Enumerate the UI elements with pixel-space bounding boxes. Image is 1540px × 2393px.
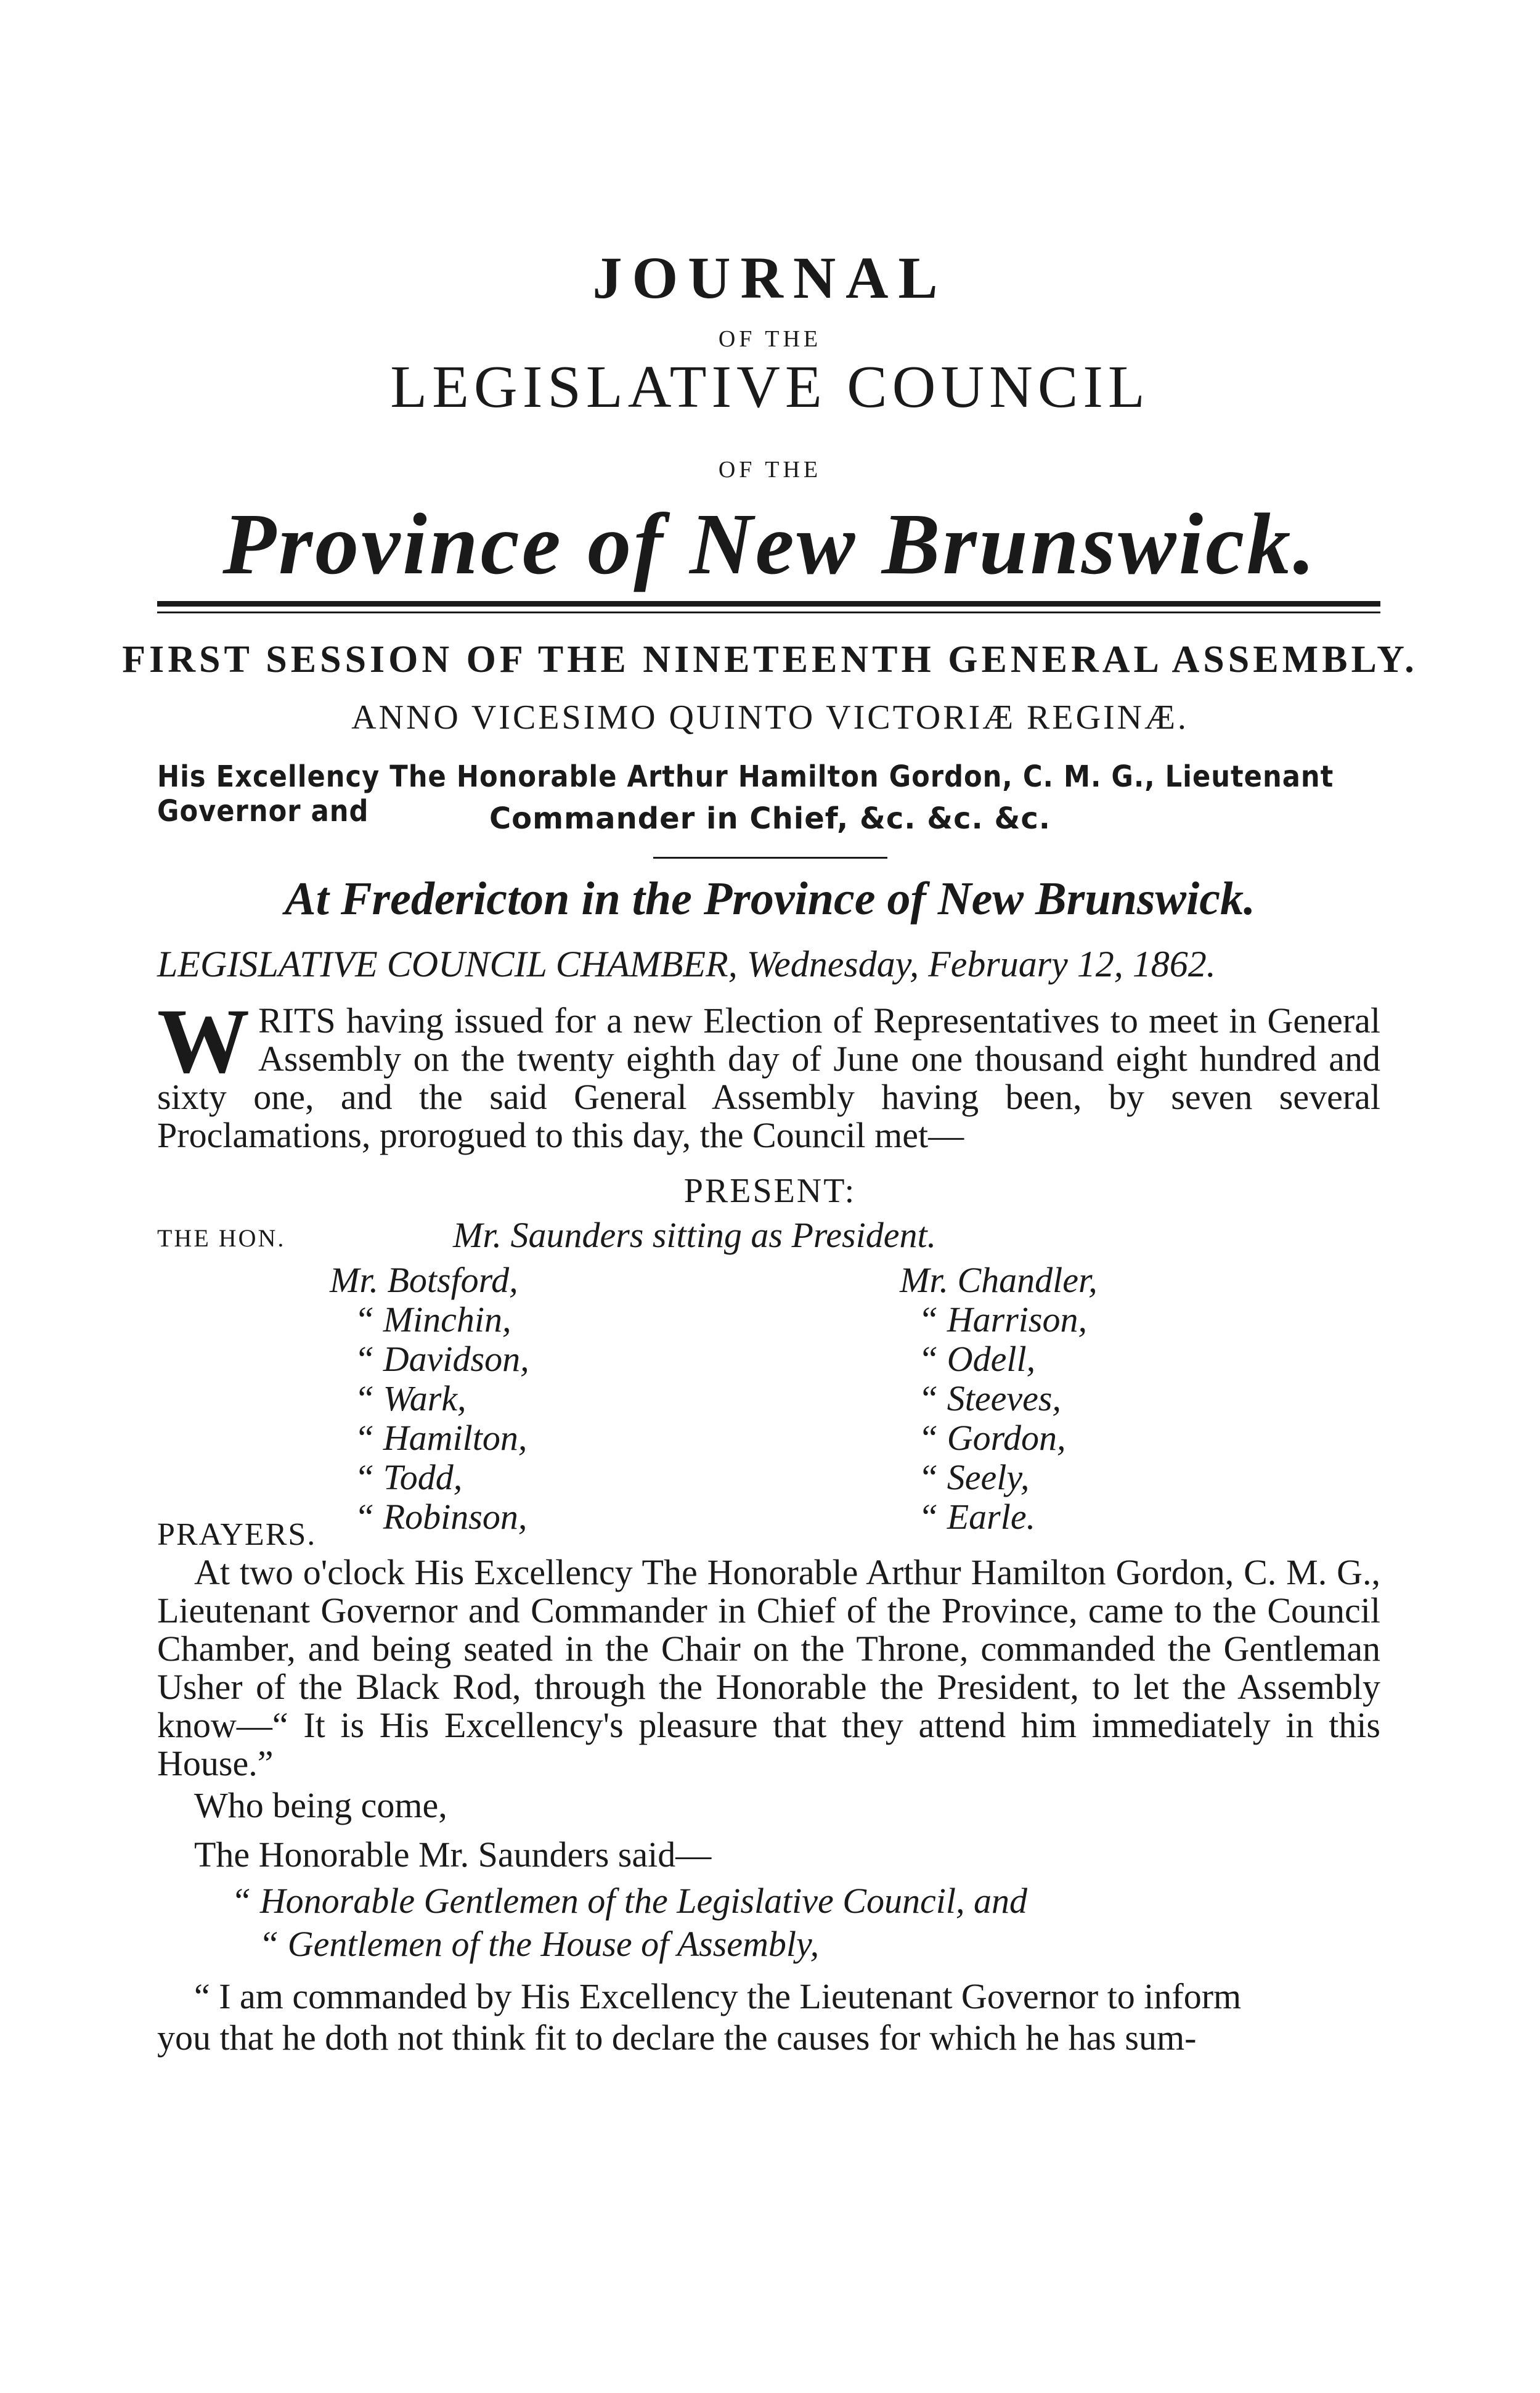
member-right: Mr. Chandler, bbox=[900, 1260, 1098, 1300]
member-right: “ Seely, bbox=[918, 1457, 1030, 1497]
the-hon-label: THE HON. bbox=[157, 1224, 286, 1252]
member-left: “ Davidson, bbox=[354, 1339, 529, 1379]
governor-line-1: His Excellency The Honorable Arthur Hamilton Gordon, C. M. G., Lieutenant Governor and bbox=[157, 759, 1334, 828]
last-line-1: “ I am commanded by His Excellency the Lieutenant Governor to inform bbox=[194, 1976, 1242, 2016]
double-rule-thick bbox=[157, 601, 1380, 607]
members-right-column bbox=[900, 1261, 1098, 1537]
session-line: FIRST SESSION OF THE NINETEENTH GENERAL ASSEMBLY. bbox=[122, 639, 1418, 681]
president-line: Mr. Saunders sitting as President. bbox=[453, 1215, 937, 1255]
prayers-label: PRAYERS. bbox=[157, 1517, 317, 1552]
of-the-label-2: OF THE bbox=[718, 457, 822, 483]
member-left: Mr. Botsford, bbox=[330, 1260, 518, 1300]
member-right: “ Steeves, bbox=[918, 1378, 1061, 1418]
member-left: “ Todd, bbox=[354, 1457, 463, 1497]
present-heading: PRESENT: bbox=[683, 1172, 857, 1210]
governor-line-2: Commander in Chief, &c. &c. &c. bbox=[489, 801, 1051, 836]
drop-cap: W bbox=[157, 990, 250, 1092]
body-paragraph-1: At two o'clock His Excellency The Honorable Arthur Hamilton Gordon, C. M. G., Lieutenant Governor and Commander in Chief of the Province, came to the Council Chamber, and being seated in the Chair on the Throne, commanded the Gentleman Usher of the Black Rod, through the Honorable the President, to let the Assembly know—“ It is His Excellency's pleasure that they attend him immediately in this House.” bbox=[157, 1552, 1380, 1783]
double-rule-thin bbox=[157, 612, 1380, 613]
member-left: “ Wark, bbox=[354, 1378, 466, 1418]
member-right: “ Earle. bbox=[918, 1497, 1036, 1537]
honorable-said: The Honorable Mr. Saunders said— bbox=[194, 1835, 712, 1875]
of-the-label-1: OF THE bbox=[718, 326, 822, 352]
council-title: LEGISLATIVE COUNCIL bbox=[390, 354, 1150, 420]
member-left: “ Minchin, bbox=[354, 1299, 511, 1340]
anno-line: ANNO VICESIMO QUINTO VICTORIÆ REGINÆ. bbox=[351, 698, 1189, 737]
short-divider bbox=[653, 857, 887, 859]
chamber-heading: LEGISLATIVE COUNCIL CHAMBER, Wednesday, February 12, 1862. bbox=[157, 944, 1216, 984]
who-being-come: Who being come, bbox=[194, 1785, 447, 1825]
writs-text: RITS having issued for a new Election of Representatives to meet in General Assembly on the twenty eighth day of June one thousand eight hundred and sixty one, and the said General Assembly having been, by seven several Proclamations, prorogued to this day, the Council met— bbox=[157, 1000, 1380, 1155]
journal-title: JOURNAL bbox=[592, 245, 948, 311]
address-line-1: “ Honorable Gentlemen of the Legislative Council, and bbox=[231, 1881, 1027, 1921]
members-left-column bbox=[330, 1261, 529, 1537]
last-line-2: you that he doth not think fit to declare the causes for which he has sum- bbox=[157, 2018, 1197, 2058]
writs-paragraph bbox=[157, 990, 1380, 1155]
province-title: Province of New Brunswick. bbox=[222, 495, 1318, 592]
member-right: “ Harrison, bbox=[918, 1299, 1087, 1340]
member-right: “ Gordon, bbox=[918, 1418, 1066, 1458]
member-right: “ Odell, bbox=[918, 1339, 1036, 1379]
member-left: “ Robinson, bbox=[354, 1497, 528, 1537]
member-left: “ Hamilton, bbox=[354, 1418, 528, 1458]
place-heading: At Fredericton in the Province of New Brunswick. bbox=[285, 873, 1255, 925]
address-line-2: “ Gentlemen of the House of Assembly, bbox=[259, 1924, 820, 1964]
